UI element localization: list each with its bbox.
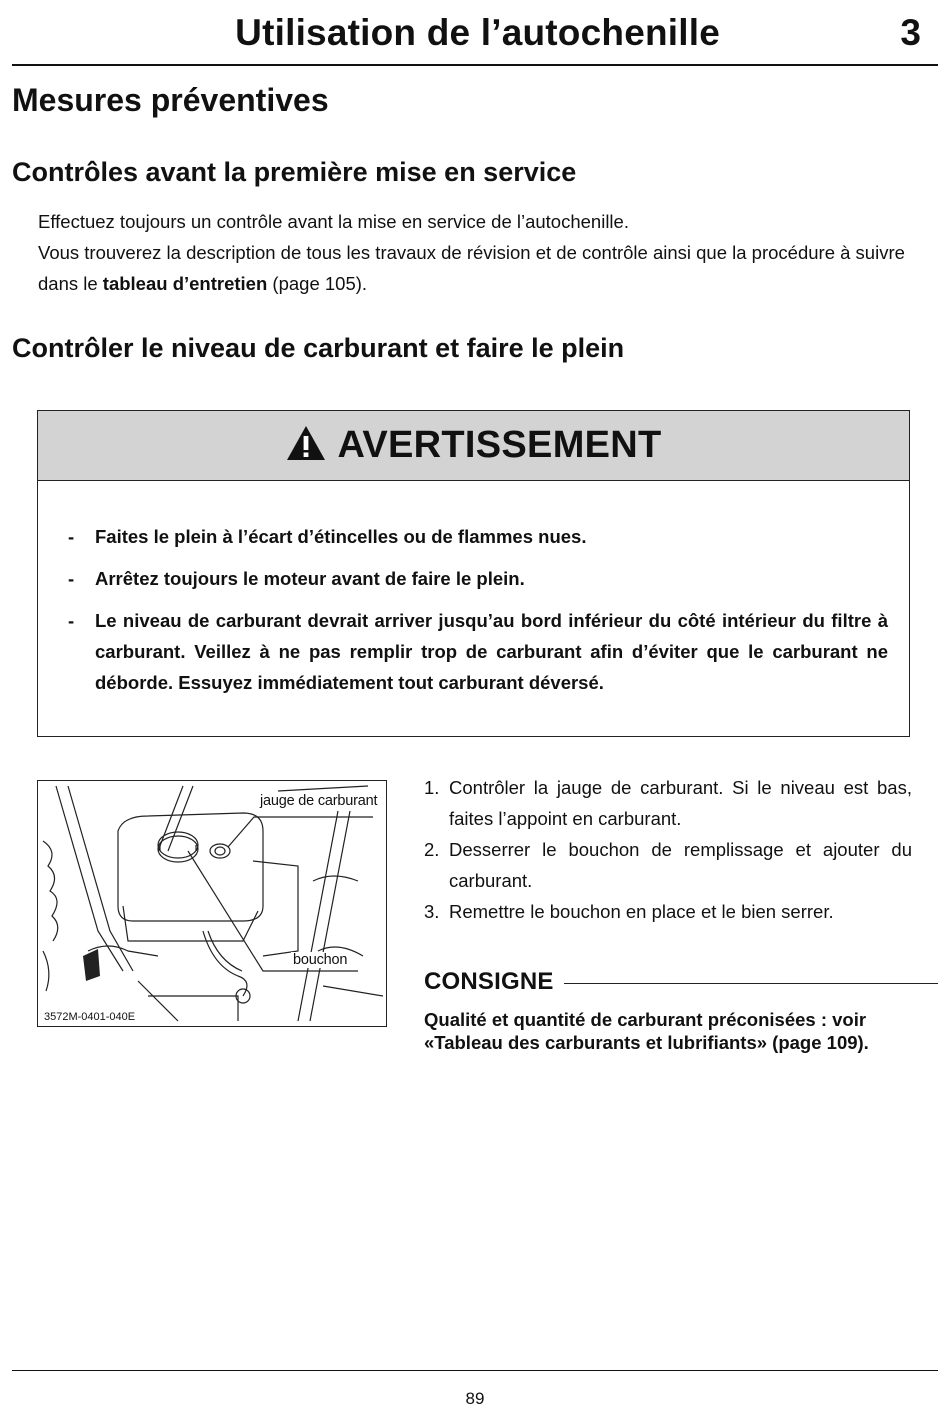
checks-line-2	[38, 237, 918, 299]
section-title: Mesures préventives	[12, 82, 329, 118]
checks-line-2-page: (page 105).	[267, 273, 368, 294]
chapter-title: Utilisation de l’autochenille	[235, 12, 720, 53]
step-text: Remettre le bouchon en place et le bien serrer.	[449, 901, 834, 922]
step-item	[424, 772, 912, 834]
step-number: 2.	[424, 839, 440, 860]
page-number: 89	[465, 1389, 485, 1408]
note-line-2: «Tableau des carburants et lubrifiants» (page 109).	[424, 1032, 869, 1053]
warning-item: - Le niveau de carburant devrait arriver jusqu’au bord inférieur du côté intérieur du filtre à carburant. Veillez à ne pas remplir trop de carburant afin d’éviter que le carburant ne déborde. Essuyez immédiatement tout carburant déversé.	[68, 610, 888, 693]
checks-heading: Contrôles avant la première mise en service	[12, 157, 577, 187]
footer-divider	[12, 1370, 938, 1371]
note-title: CONSIGNE	[424, 968, 554, 995]
checks-line-1: Effectuez toujours un contrôle avant la mise en service de l’autochenille.	[38, 211, 629, 232]
warning-item: - Arrêtez toujours le moteur avant de faire le plein.	[68, 568, 525, 589]
maintenance-table-ref: tableau d’entretien	[102, 273, 268, 294]
warning-header	[38, 411, 909, 481]
figure-code: 3572M-0401-040E	[44, 1011, 136, 1023]
step-text: Contrôler la jauge de carburant. Si le niveau est bas, faites l’appoint en carburant.	[449, 777, 912, 829]
warning-item: - Faites le plein à l’écart d’étincelles ou de flammes nues.	[68, 526, 587, 547]
chapter-number: 3	[900, 12, 921, 53]
warning-list	[68, 521, 888, 709]
note-divider	[564, 983, 938, 984]
warning-box	[37, 410, 910, 737]
warning-item-text: Arrêtez toujours le moteur avant de faire le plein.	[95, 568, 525, 589]
fuel-heading: Contrôler le niveau de carburant et faire le plein	[12, 333, 625, 363]
engine-drawing	[38, 781, 387, 1027]
checks-line-2-text: Vous trouverez la description de tous les travaux de révision et de contrôle ainsi que la procédure à suivre dans le	[38, 242, 905, 294]
warning-triangle-icon	[285, 424, 327, 467]
fuel-tank-illustration	[37, 780, 387, 1027]
warning-item-text: Le niveau de carburant devrait arriver jusqu’au bord inférieur du côté intérieur du filtre à carburant. Veillez à ne pas remplir trop de carburant afin d’éviter que le carburant ne déborde. Essuyez immédiatement tout carburant déversé.	[95, 610, 888, 693]
warning-title: AVERTISSEMENT	[337, 424, 662, 466]
step-item	[424, 896, 912, 927]
procedure-steps	[424, 772, 912, 927]
step-text: Desserrer le bouchon de remplissage et ajouter du carburant.	[449, 839, 912, 891]
fuel-gauge-label: jauge de carburant	[260, 793, 378, 809]
note-text	[424, 1008, 924, 1054]
checks-paragraph	[38, 206, 918, 299]
step-number: 1.	[424, 777, 440, 798]
note-line-1: Qualité et quantité de carburant préconisées : voir	[424, 1009, 867, 1030]
step-number: 3.	[424, 901, 440, 922]
step-item	[424, 834, 912, 896]
note-header	[424, 968, 938, 996]
header-divider	[12, 64, 938, 66]
filler-cap-label: bouchon	[293, 952, 348, 968]
warning-item-text: Faites le plein à l’écart d’étincelles ou de flammes nues.	[95, 526, 587, 547]
